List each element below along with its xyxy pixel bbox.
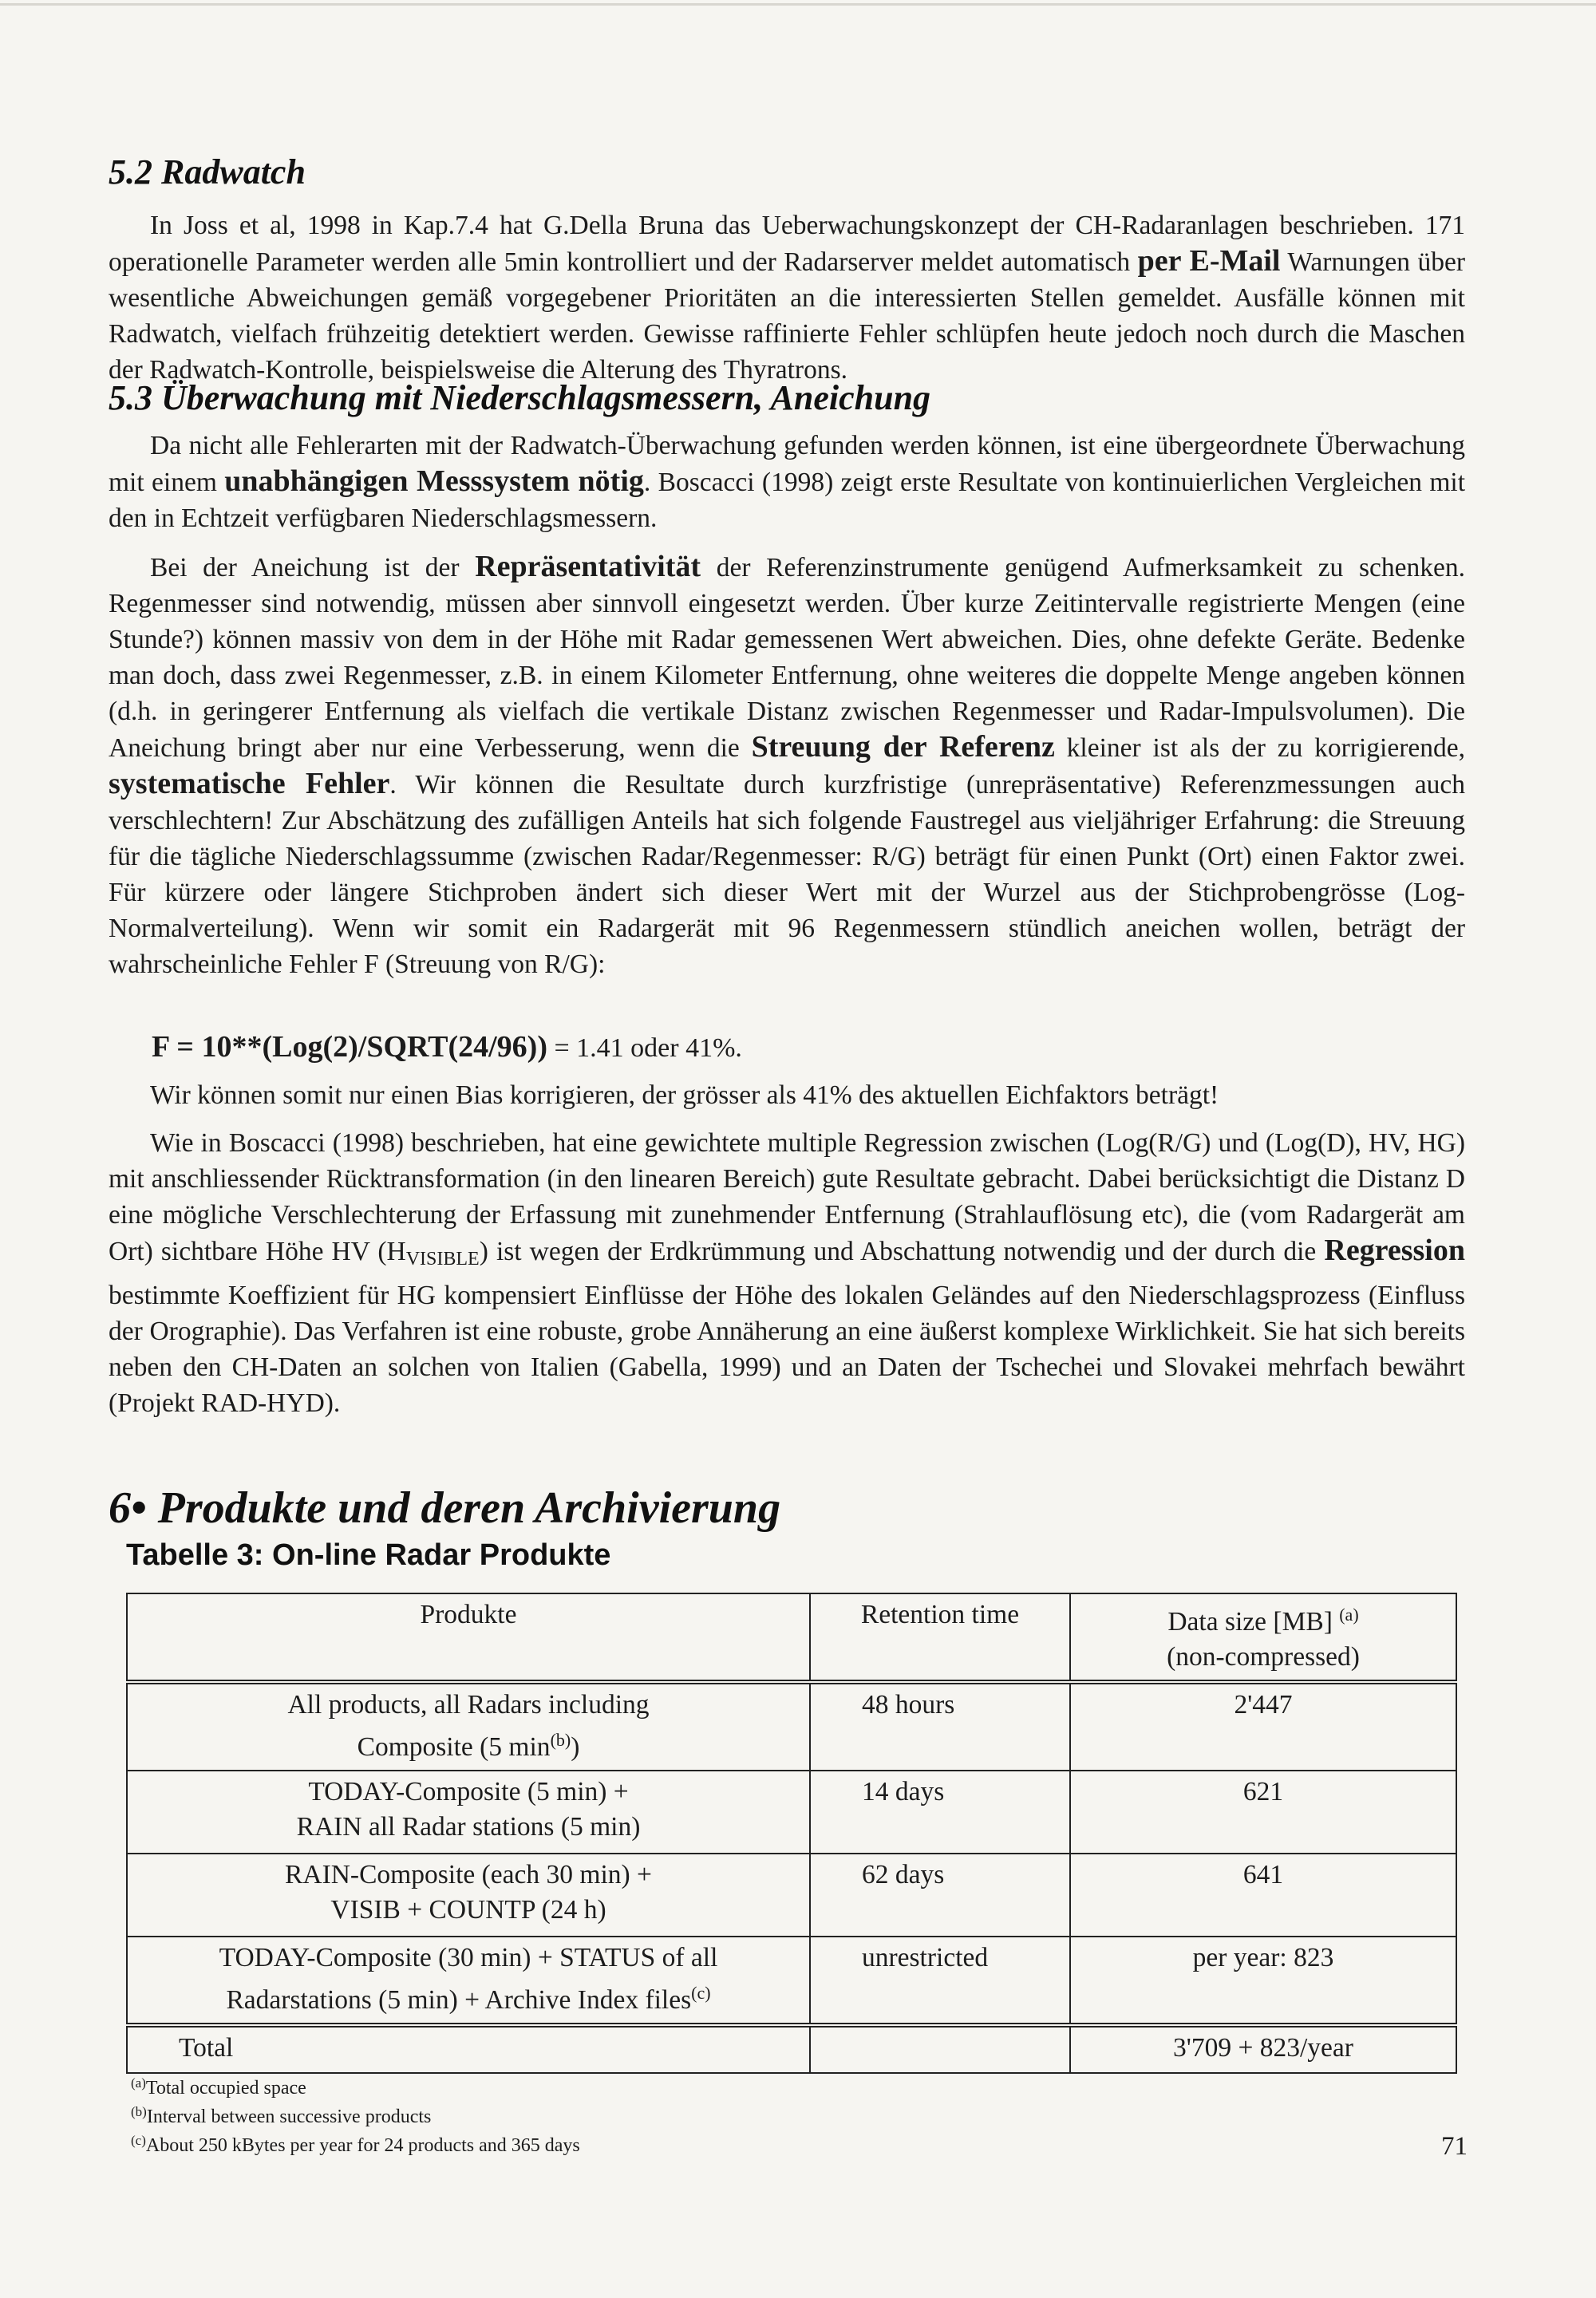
footnote: $^{(c)}$About 250 kBytes per year for 24 products and 365 days	[131, 2133, 580, 2156]
paragraph-ueberwachung-1: Da nicht alle Fehlerarten mit der Radwatch-Überwachung gefunden werden können, ist eine übergeordnete Überwachung mit einem unabhängigen Messsystem nötig. Boscacci (1998) zeigt erste Resultate von kontinuierlichen Vergleichen mit den in Echtzeit verfügbaren Niederschlagsmessern.	[109, 431, 1466, 533]
header-products: Produkte	[127, 1593, 810, 1682]
header-data-size: Data size [MB] $^{(a)}$ (non-compressed)	[1070, 1593, 1456, 1682]
cell-product: TODAY-Composite (30 min) + STATUS of all Radarstations (5 min) + Archive Index files$^{(c)}$	[127, 1937, 810, 2025]
paragraph-bias: Wir können somit nur einen Bias korrigieren, der grösser als 41% des aktuellen Eichfaktors beträgt!	[150, 1080, 1219, 1110]
cell-total-retention	[810, 2025, 1070, 2073]
section-heading-radwatch: 5.2 Radwatch	[109, 152, 306, 192]
footnote: $^{(b)}$Interval between successive products	[131, 2104, 432, 2127]
formula: F = 10**(Log(2)/SQRT(24/96)) = 1.41 oder 41%.	[152, 1030, 742, 1064]
products-table	[126, 1593, 1457, 2074]
chapter-heading: 6• Produkte und deren Archivierung	[109, 1483, 781, 1533]
page-edge-rule	[0, 3, 1596, 6]
paragraph-radwatch: In Joss et al, 1998 in Kap.7.4 hat G.Della Bruna das Ueberwachungskonzept der CH-Radaranlagen beschrieben. 171 operationelle Parameter werden alle 5min kontrolliert und der Radarserver meldet automatisch per E-Mail Warnungen über wesentliche Abweichungen gemäß vorgegebener Prioritäten an die interessierten Stellen gemeldet. Ausfälle können mit Radwatch, vielfach frühzeitig detektiert werden. Gewisse raffinierte Fehler schlüpfen heute jedoch noch durch die Maschen der Radwatch-Kontrolle, beispielsweise die Alterung des Thyratrons.	[109, 211, 1466, 385]
table-total-row	[127, 2025, 1456, 2073]
paragraph-regression: Wie in Boscacci (1998) beschrieben, hat eine gewichtete multiple Regression zwischen (Log(R/G) und (Log(D), HV, HG) mit anschliessender Rücktransformation (in den linearen Bereich) gute Resultate gebracht. Dabei berücksichtigt die Distanz D eine mögliche Verschlechterung der Erfassung mit zunehmender Entfernung (Strahlauflösung etc), die (vom Radargerät am Ort) sichtbare Höhe HV $(H_{VISIBLE})$ ist wegen der Erdkrümmung und Abschattung notwendig und der durch die Regression bestimmte Koeffizient für HG kompensiert Einflüsse der Höhe des lokalen Geländes auf den Niederschlagsprozess (Einfluss der Orographie). Das Verfahren ist eine robuste, grobe Annäherung an eine äußerst komplexe Wirklichkeit. Sie hat sich bereits neben den CH-Daten an solchen von Italien (Gabella, 1999) und an Daten der Tschechei und Slovakei mehrfach bewährt (Projekt RAD-HYD).	[109, 1128, 1465, 1418]
cell-size: per year: 823	[1070, 1937, 1456, 2025]
table-row	[127, 1937, 1456, 2025]
footnotes	[131, 2071, 580, 2158]
table-row	[127, 1682, 1456, 1771]
cell-product: TODAY-Composite (5 min) + RAIN all Radar stations (5 min)	[127, 1771, 810, 1854]
emphasis-repraesentativitaet: Repräsentativität	[475, 550, 701, 583]
cell-retention: unrestricted	[810, 1937, 1070, 2025]
table-row	[127, 1771, 1456, 1854]
cell-total-label: Total	[127, 2025, 810, 2073]
table-header-row	[127, 1593, 1456, 1682]
table-row	[127, 1854, 1456, 1937]
section-heading-ueberwachung: 5.3 Überwachung mit Niederschlagsmessern, Aneichung	[109, 378, 931, 417]
page-number: 71	[1441, 2132, 1468, 2161]
emphasis-regression: Regression	[1324, 1234, 1465, 1267]
cell-retention: 14 days	[810, 1771, 1070, 1854]
emphasis-messsystem: unabhängigen Messsystem nötig	[224, 464, 644, 498]
emphasis-systematische-fehler: systematische Fehler	[109, 767, 390, 800]
emphasis-per-email: per E-Mail	[1137, 244, 1281, 278]
cell-retention: 62 days	[810, 1854, 1070, 1937]
cell-product: All products, all Radars including Composite (5 $\min^{(b)}$)	[127, 1682, 810, 1771]
table-caption: Tabelle 3: On-line Radar Produkte	[126, 1538, 611, 1572]
emphasis-streuung: Streuung der Referenz	[751, 730, 1055, 764]
paragraph-aneichung: Bei der Aneichung ist der Repräsentativität der Referenzinstrumente genügend Aufmerksamkeit zu schenken. Regenmesser sind notwendig, müssen aber sinnvoll eingesetzt werden. Über kurze Zeitintervalle registrierte Mengen (eine Stunde?) können massiv von dem in der Höhe mit Radar gemessenen Wert abweichen. Dies, ohne defekte Geräte. Bedenke man doch, dass zwei Regenmesser, z.B. in einem Kilometer Entfernung, ohne weiteres die doppelte Menge angeben können (d.h. in geringerer Entfernung als vielfach die vertikale Distanz zwischen Regenmesser und Radar-Impulsvolumen). Die Aneichung bringt aber nur eine Verbesserung, wenn die Streuung der Referenz kleiner ist als der zu korrigierende, systematische Fehler. Wir können die Resultate durch kurzfristige (unrepräsentative) Referenzmessungen auch verschlechtern! Zur Abschätzung des zufälligen Anteils hat sich folgende Faustregel aus vieljähriger Erfahrung: die Streuung für die tägliche Niederschlagssumme (zwischen Radar/Regenmesser: R/G) beträgt für einen Punkt (Ort) einen Faktor zwei. Für kürzere oder längere Stichproben ändert sich dieser Wert mit der Wurzel aus der Stichprobengrösse (Log-Normalverteilung). Wenn wir somit ein Radargerät mit 96 Regenmessern stündlich aneichen wollen, beträgt der wahrscheinliche Fehler F (Streuung von R/G):	[109, 550, 1465, 979]
cell-retention: 48 hours	[810, 1682, 1070, 1771]
cell-total-size: 3'709 + 823/year	[1070, 2025, 1456, 2073]
cell-product: RAIN-Composite (each 30 min) + VISIB + COUNTP (24 h)	[127, 1854, 810, 1937]
cell-size: 641	[1070, 1854, 1456, 1937]
cell-size: 2'447	[1070, 1682, 1456, 1771]
header-retention: Retention time	[810, 1593, 1070, 1682]
footnote: $^{(a)}$Total occupied space	[131, 2075, 306, 2099]
cell-size: 621	[1070, 1771, 1456, 1854]
